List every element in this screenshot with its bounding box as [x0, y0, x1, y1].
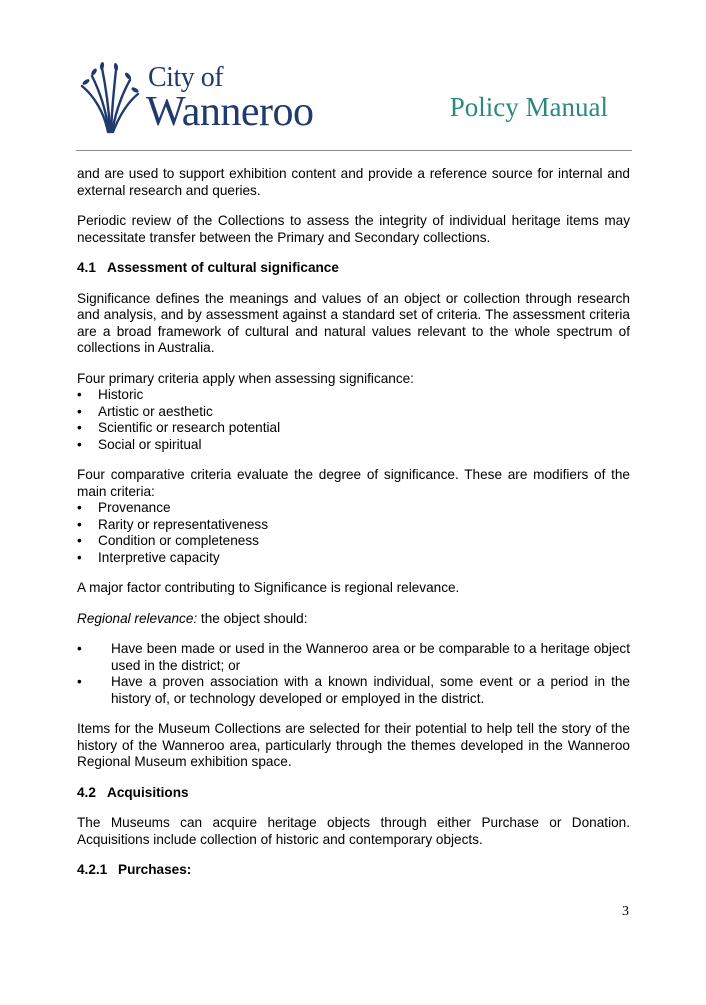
header-divider: [76, 150, 632, 151]
grass-tree-logo-icon: [78, 62, 140, 134]
paragraph-regional-relevance-factor: A major factor contributing to Significance is regional relevance.: [77, 580, 460, 595]
list-item: • Rarity or representativeness: [77, 517, 630, 534]
paragraph-significance-definition: Significance defines the meanings and values of an object or collection through research and analysis, and by assessment against a standard set of criteria. The assessment criteria are a broad framework of cultural and natural values relevant to the whole spectrum of collections in Australia.: [77, 290, 630, 355]
section-number: 4.2: [77, 784, 96, 800]
policy-manual-title: Policy Manual: [449, 92, 608, 122]
list-item: • Historic: [77, 387, 630, 404]
regional-relevance-label: Regional relevance:: [77, 610, 198, 626]
list-item: • Have a proven association with a known individual, some event or a period in the history of, or technology developed or employed in the district.: [77, 674, 630, 707]
section-number: 4.2.1: [77, 862, 108, 877]
primary-criteria-list: [77, 387, 630, 453]
document-body: [77, 166, 630, 893]
paragraph-periodic-review: Periodic review of the Collections to assess the integrity of individual heritage items may necessitate transfer between the Primary and Secondary collections.: [77, 213, 630, 245]
list-item: • Scientific or research potential: [77, 420, 630, 437]
regional-relevance-text: the object should:: [197, 610, 308, 626]
page-header: [0, 0, 706, 160]
comparative-criteria-list: [77, 500, 630, 566]
section-title: Acquisitions: [107, 784, 189, 800]
logo-wanneroo-text: Wanneroo: [146, 89, 314, 135]
page-number: 3: [622, 904, 629, 919]
section-heading-4-2-1: [77, 862, 630, 879]
section-heading-4-2: [77, 785, 630, 802]
section-title: Purchases:: [118, 862, 192, 877]
list-item: • Social or spiritual: [77, 437, 630, 454]
section-title: Assessment of cultural significance: [107, 260, 339, 275]
list-item: • Have been made or used in the Wanneroo area or be comparable to a heritage object used in the district; or: [77, 641, 630, 674]
paragraph-exhibition-content: and are used to support exhibition content and provide a reference source for internal and external research and queries.: [77, 166, 630, 198]
section-heading-4-1: [77, 260, 630, 277]
logo-city-of-text: City of: [148, 62, 224, 93]
paragraph-comparative-criteria-intro: Four comparative criteria evaluate the degree of significance. These are modifiers of the main criteria:: [77, 467, 630, 499]
city-of-wanneroo-logo: [78, 62, 328, 137]
list-item: • Artistic or aesthetic: [77, 404, 630, 421]
list-item: • Interpretive capacity: [77, 550, 630, 567]
paragraph-museum-collections-selection: Items for the Museum Collections are selected for their potential to help tell the story of the history of the Wanneroo area, particularly through the themes developed in the Wanneroo Regional Museum exhibition space.: [77, 721, 630, 769]
paragraph-regional-relevance-intro: [77, 611, 630, 628]
paragraph-acquisitions: The Museums can acquire heritage objects through either Purchase or Donation. Acquisitions include collection of historic and contemporary objects.: [77, 815, 630, 847]
section-number: 4.1: [77, 260, 96, 275]
paragraph-primary-criteria-intro: Four primary criteria apply when assessing significance:: [77, 370, 414, 386]
list-item: • Condition or completeness: [77, 533, 630, 550]
list-item: • Provenance: [77, 500, 630, 517]
regional-relevance-list: [77, 641, 630, 707]
